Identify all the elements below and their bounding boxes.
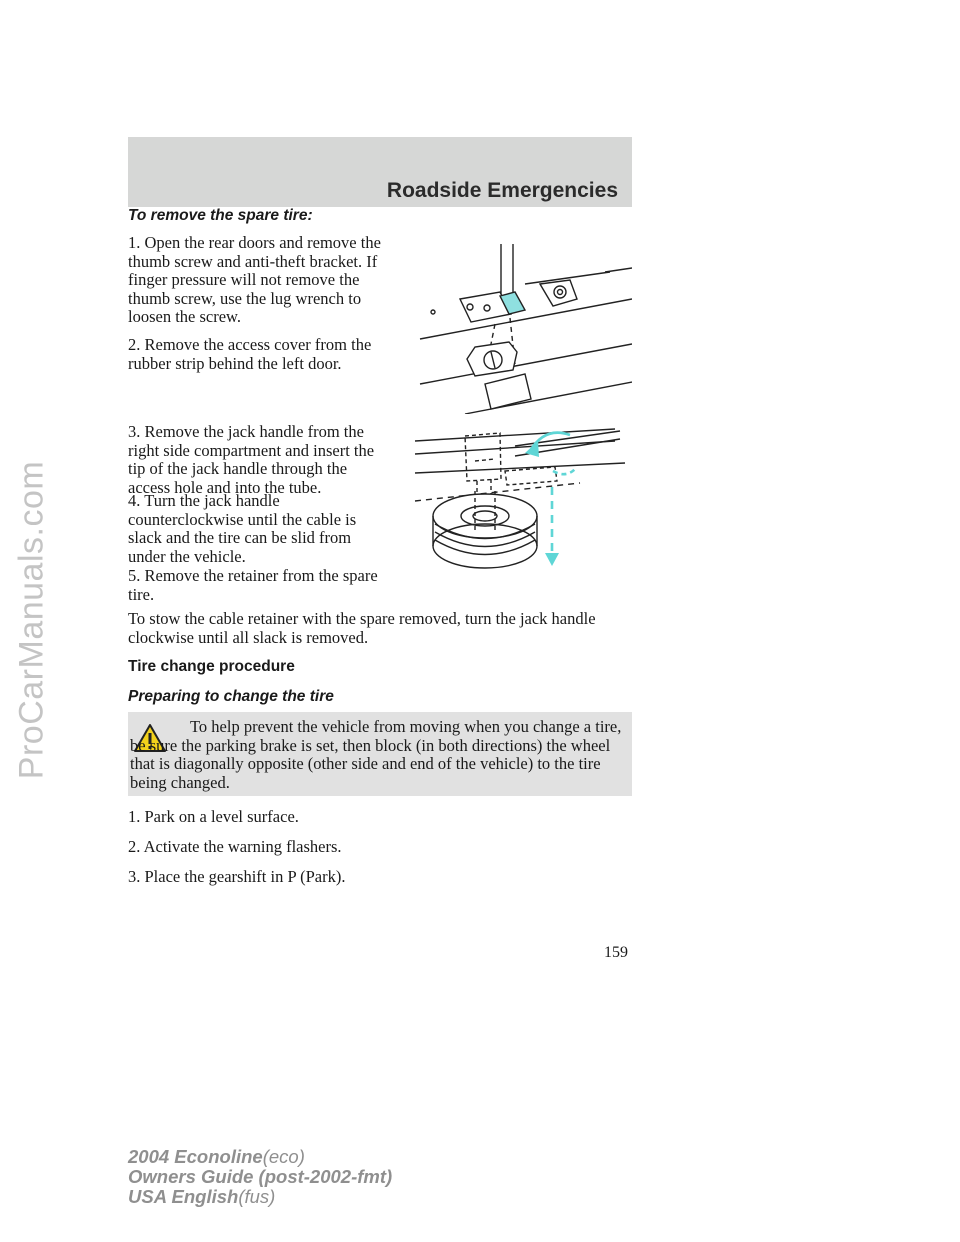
watermark-text: ProCarManuals.com [12, 460, 51, 780]
watermark [12, 440, 52, 800]
remove-spare-heading: To remove the spare tire: [128, 207, 313, 224]
change-step-1: 1. Park on a level surface. [128, 807, 299, 826]
remove-step-2: 2. Remove the access cover from the rubber strip behind the left door. [128, 335, 372, 373]
page-title: Roadside Emergencies [386, 179, 618, 202]
footer [128, 1147, 392, 1207]
page-number: 159 [604, 944, 628, 961]
warning-box [128, 712, 632, 796]
remove-step-5: 5. Remove the retainer from the spare tire. [128, 566, 378, 604]
footer-model: 2004 Econoline [128, 1146, 263, 1167]
remove-step-1: 1. Open the rear doors and remove the thumb screw and anti-theft bracket. If finger pressure will not remove the thumb screw, use the lug wrench to loosen the screw. [128, 233, 381, 326]
tire-change-heading: Tire change procedure [128, 658, 295, 675]
remove-step-4: 4. Turn the jack handle counterclockwise until the cable is slack and the tire can be slid from under the vehicle. [128, 491, 357, 566]
footer-guide: Owners Guide (post-2002-fmt) [128, 1166, 393, 1187]
stow-note: To stow the cable retainer with the spare removed, turn the jack handle clockwise until all slack is removed. [128, 609, 596, 647]
prepare-subheading: Preparing to change the tire [128, 688, 334, 705]
change-step-2: 2. Activate the warning flashers. [128, 837, 342, 856]
warning-text: To help prevent the vehicle from moving when you change a tire, be sure the parking brake is set, then block (in both directions) the wheel that is diagonally opposite (other side and end of the vehicle) to the tire being changed. [130, 717, 622, 792]
footer-model-code: (eco) [262, 1146, 305, 1167]
bracket-diagram [405, 244, 632, 414]
footer-language-code: (fus) [238, 1186, 276, 1207]
remove-step-3: 3. Remove the jack handle from the right side compartment and insert the tip of the jack handle through the access hole and into the tube. [128, 422, 375, 497]
footer-language: USA English [128, 1186, 239, 1207]
change-step-3: 3. Place the gearshift in P (Park). [128, 867, 346, 886]
spare-tire-diagram [405, 421, 632, 569]
section-header [128, 137, 632, 207]
